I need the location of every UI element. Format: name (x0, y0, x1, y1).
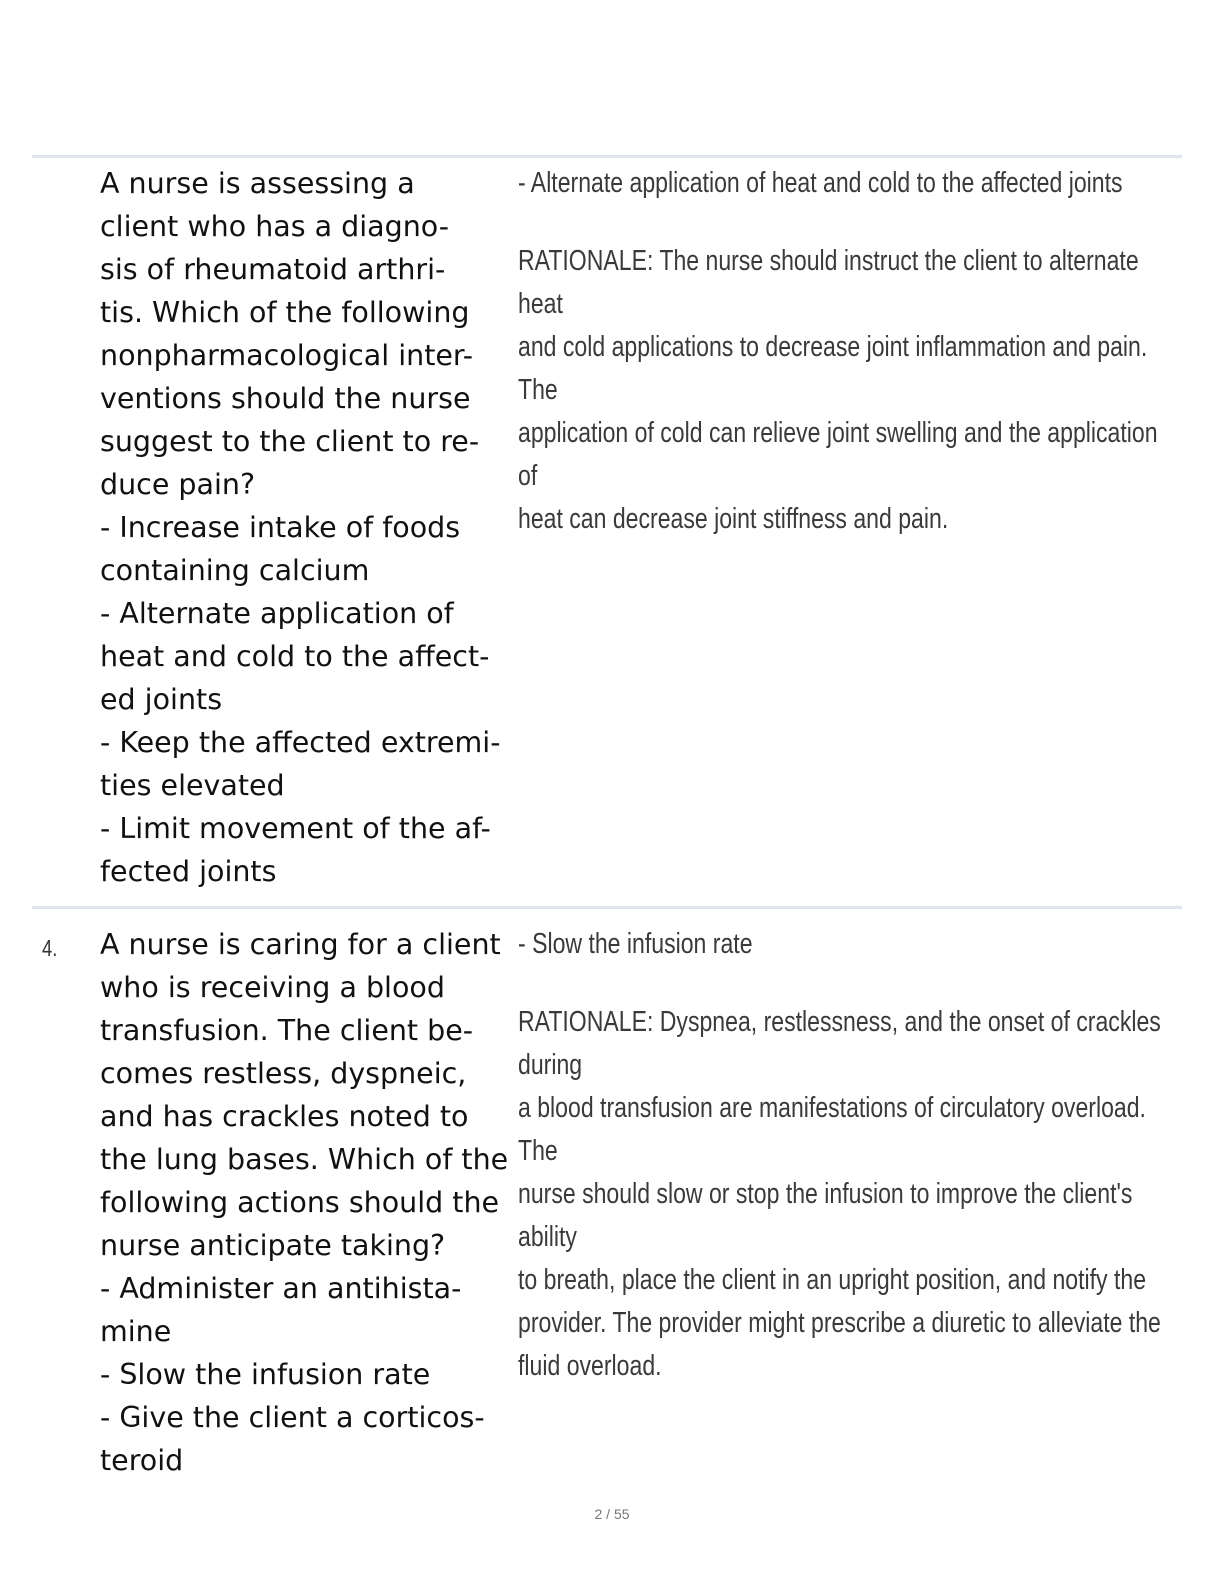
question-line: - Administer an antihista- (100, 1272, 462, 1305)
rationale-line: fluid overload. (518, 1350, 662, 1382)
card-divider (32, 906, 1182, 909)
question-line: transfusion. The client be- (100, 1014, 474, 1047)
rationale-line: RATIONALE: The nurse should instruct the client to alternate heat (518, 245, 1139, 320)
rationale-line: a blood transfusion are manifestations of circulatory overload. The (518, 1092, 1146, 1167)
rationale-line: and cold applications to decrease joint inflammation and pain. The (518, 331, 1148, 406)
question-line: A nurse is assessing a (100, 167, 415, 200)
question-line: following actions should the (100, 1186, 500, 1219)
rationale-line: heat can decrease joint stiffness and pain. (518, 503, 949, 535)
question-text (100, 162, 510, 893)
question-line: ties elevated (100, 769, 285, 802)
question-line: containing calcium (100, 554, 370, 587)
question-line: client who has a diagno- (100, 210, 450, 243)
question-line: the lung bases. Which of the (100, 1143, 509, 1176)
page-indicator: 2 / 55 (594, 1506, 630, 1522)
answer-text (518, 162, 1170, 541)
question-line: heat and cold to the affect- (100, 640, 490, 673)
question-line: who is receiving a blood (100, 971, 445, 1004)
answer-spacer (518, 205, 1170, 240)
rationale-line: to breath, place the client in an upright position, and notify the (518, 1264, 1147, 1296)
card-divider (32, 155, 1182, 158)
correct-answer: - Slow the infusion rate (518, 928, 753, 960)
rationale-line: application of cold can relieve joint swelling and the application of (518, 417, 1158, 492)
question-line: ventions should the nurse (100, 382, 471, 415)
question-line: duce pain? (100, 468, 256, 501)
question-line: - Limit movement of the af- (100, 812, 491, 845)
question-line: comes restless, dyspneic, (100, 1057, 467, 1090)
question-text (100, 923, 510, 1482)
question-line: - Increase intake of foods (100, 511, 461, 544)
rationale-line: provider. The provider might prescribe a diuretic to alleviate the (518, 1307, 1161, 1339)
answer-spacer (518, 966, 1170, 1001)
question-line: ed joints (100, 683, 223, 716)
rationale-line: nurse should slow or stop the infusion to improve the client's ability (518, 1178, 1133, 1253)
card-number: 4. (42, 935, 58, 961)
question-line: nurse anticipate taking? (100, 1229, 446, 1262)
question-line: - Alternate application of (100, 597, 454, 630)
question-line: sis of rheumatoid arthri- (100, 253, 446, 286)
question-line: suggest to the client to re- (100, 425, 480, 458)
question-line: - Give the client a corticos- (100, 1401, 485, 1434)
question-line: and has crackles noted to (100, 1100, 469, 1133)
question-line: nonpharmacological inter- (100, 339, 474, 372)
question-line: mine (100, 1315, 172, 1348)
correct-answer: - Alternate application of heat and cold to the affected joints (518, 167, 1123, 199)
question-line: - Slow the infusion rate (100, 1358, 431, 1391)
question-line: fected joints (100, 855, 277, 888)
question-line: - Keep the affected extremi- (100, 726, 501, 759)
rationale-line: RATIONALE: Dyspnea, restlessness, and the onset of crackles during (518, 1006, 1161, 1081)
question-line: teroid (100, 1444, 184, 1477)
question-line: A nurse is caring for a client (100, 928, 501, 961)
question-line: tis. Which of the following (100, 296, 470, 329)
answer-text (518, 923, 1170, 1388)
